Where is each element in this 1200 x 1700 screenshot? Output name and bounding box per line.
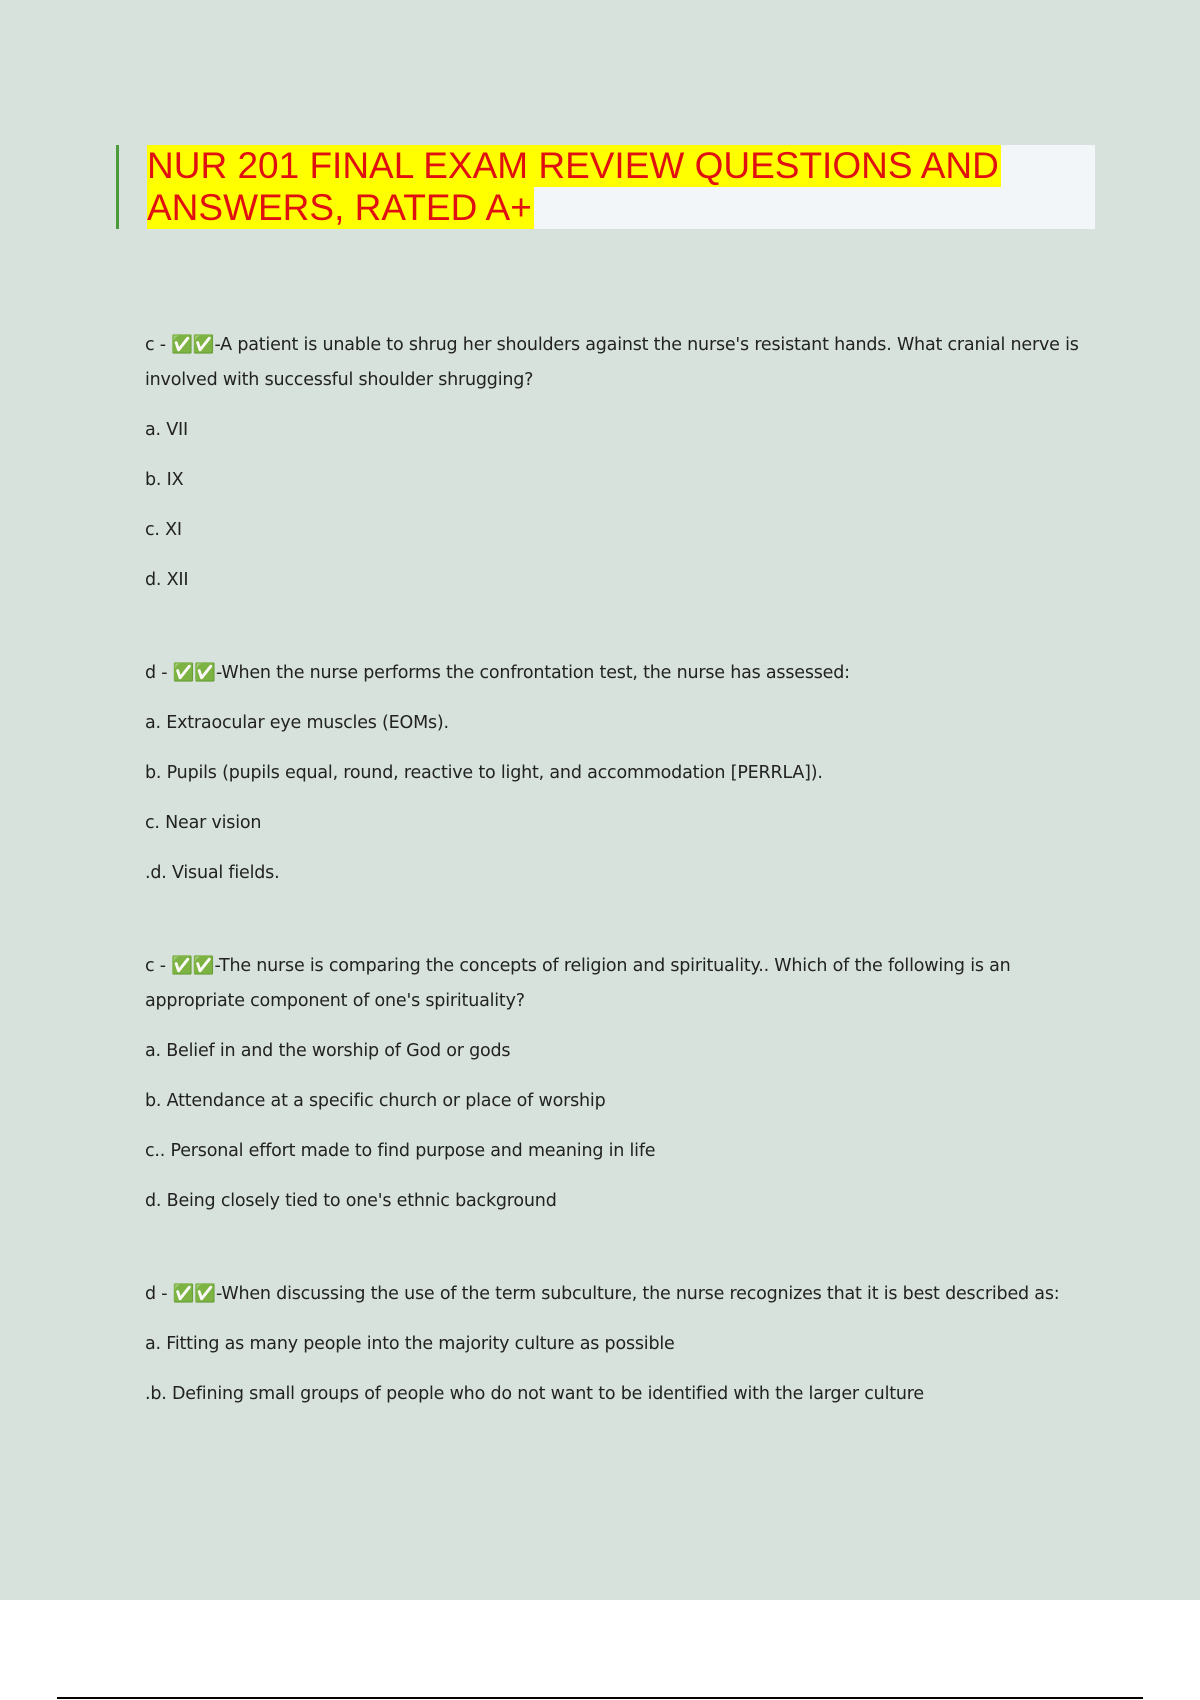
answer-option: d. Being closely tied to one's ethnic background	[145, 1191, 557, 1211]
question-text: -The nurse is comparing the concepts of religion and spirituality.. Which of the following is an appropriate component of one's spirituality?	[145, 956, 1011, 1011]
question-3	[145, 949, 1085, 1219]
question-text: -When discussing the use of the term subculture, the nurse recognizes that it is best described as:	[215, 1284, 1060, 1304]
answer-option: b. Pupils (pupils equal, round, reactive to light, and accommodation [PERRLA]).	[145, 763, 823, 783]
question-2	[145, 656, 1085, 891]
answer-option: c. XI	[145, 520, 182, 540]
answer-option: c. Near vision	[145, 813, 262, 833]
footer-divider	[57, 1697, 1143, 1699]
question-text: -When the nurse performs the confrontation test, the nurse has assessed:	[215, 663, 850, 683]
question-list	[145, 328, 1085, 1470]
check-marks-icon: ✅✅	[171, 335, 215, 355]
question-stem	[145, 328, 1085, 398]
check-marks-icon: ✅✅	[171, 956, 215, 976]
answer-option: a. Belief in and the worship of God or gods	[145, 1041, 511, 1061]
question-1	[145, 328, 1085, 598]
answer-key: d -	[145, 663, 173, 683]
answer-option: b. Attendance at a specific church or place of worship	[145, 1091, 606, 1111]
answer-key: d -	[145, 1284, 173, 1304]
document-title-block	[116, 145, 1095, 229]
answer-key: c -	[145, 956, 172, 976]
check-marks-icon: ✅✅	[172, 663, 216, 683]
answer-option: a. VII	[145, 420, 188, 440]
answer-option: .d. Visual fields.	[145, 863, 280, 883]
question-4	[145, 1277, 1085, 1412]
title-box	[147, 145, 1095, 229]
question-stem	[145, 949, 1085, 1019]
question-text: -A patient is unable to shrug her shoulders against the nurse's resistant hands. What cranial nerve is involved with successful shoulder shrugging?	[145, 335, 1079, 390]
answer-option: c.. Personal effort made to find purpose and meaning in life	[145, 1141, 656, 1161]
document-title-line-1: NUR 201 FINAL EXAM REVIEW QUESTIONS AND	[147, 145, 999, 186]
answer-key: c -	[145, 335, 172, 355]
check-marks-icon: ✅✅	[172, 1284, 216, 1304]
answer-option: d. XII	[145, 570, 189, 590]
question-stem	[145, 656, 1085, 691]
document-title-line-2: ANSWERS, RATED A+	[147, 187, 532, 228]
answer-option: a. Extraocular eye muscles (EOMs).	[145, 713, 449, 733]
answer-option: b. IX	[145, 470, 184, 490]
question-stem	[145, 1277, 1085, 1312]
answer-option: a. Fitting as many people into the majority culture as possible	[145, 1334, 675, 1354]
answer-option: .b. Defining small groups of people who do not want to be identified with the larger culture	[145, 1384, 924, 1404]
